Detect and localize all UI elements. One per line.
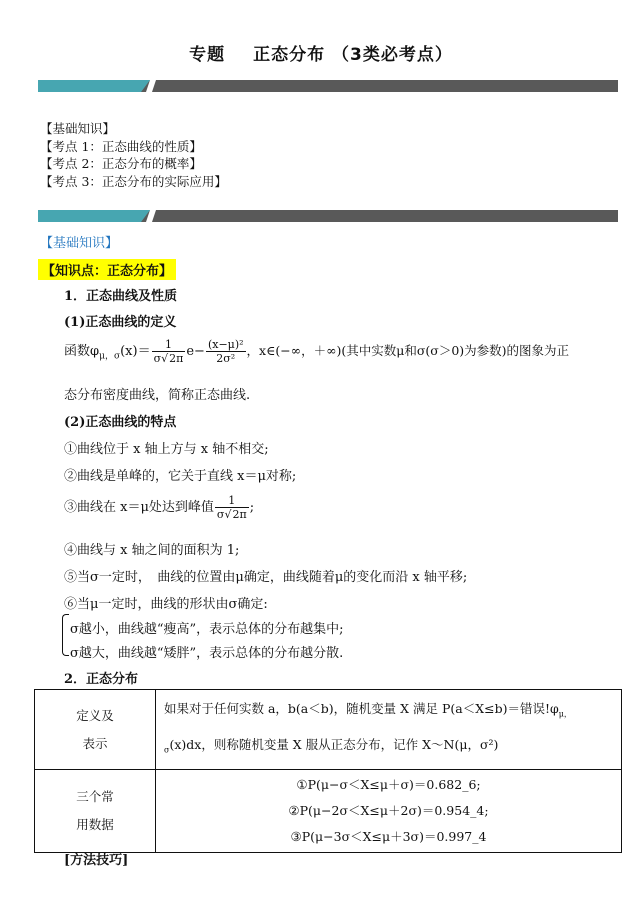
func-coefficient-sqrt: 2π bbox=[169, 352, 184, 365]
peak-value: $\frac{1}{\sigma√2\pi}$ bbox=[216, 494, 247, 521]
func-exponent-den: 2σ² bbox=[216, 352, 236, 365]
feature-3-text: ③曲线在 x＝μ处达到峰值 bbox=[64, 500, 214, 515]
common-data-cell bbox=[156, 770, 622, 853]
title-main: 正态分布 （3类必考点） bbox=[253, 45, 453, 65]
definition-line-1 bbox=[164, 694, 613, 730]
normal-distribution-table bbox=[34, 689, 622, 853]
definition-subscript-a: μ， bbox=[558, 709, 572, 719]
header-band bbox=[38, 80, 618, 92]
definition-label-line-2: 表示 bbox=[82, 735, 108, 751]
definition-text-b: (x)dx，则称随机变量 X 服从正态分布，记作 X～N(μ，σ²) bbox=[169, 736, 499, 752]
table-of-contents bbox=[40, 120, 227, 190]
func-conclusion: 态分布密度曲线，简称正态曲线. bbox=[64, 388, 251, 403]
func-coefficient-num: 1 bbox=[152, 338, 186, 352]
data-label-line-2: 用数据 bbox=[76, 817, 114, 832]
feature-6: ⑥当μ一定时，曲线的形状由σ确定: bbox=[64, 597, 268, 612]
feature-1: ①曲线位于 x 轴上方与 x 轴不相交; bbox=[64, 442, 269, 457]
definition-label-cell bbox=[35, 690, 156, 770]
peak-value-num: 1 bbox=[215, 494, 249, 508]
sigma-large-effect: σ越大，曲线越“矮胖”，表示总体的分布越分散. bbox=[70, 646, 344, 661]
sigma-small-effect: σ越小，曲线越“瘦高”，表示总体的分布越集中; bbox=[70, 622, 344, 637]
table-row bbox=[35, 770, 622, 853]
feature-3 bbox=[64, 494, 254, 521]
func-domain-text: ，x∈(−∞，＋∞)(其中实数μ和σ(σ＞0)为参数)的图象为正 bbox=[246, 343, 570, 358]
common-value-2: ②P(μ−2σ＜X≤μ＋2σ)＝0.954_4; bbox=[288, 803, 489, 818]
func-coefficient: $\frac{1}{\sigma√2\pi}$ bbox=[153, 338, 184, 365]
toc-basics: 【基础知识】 bbox=[40, 121, 116, 136]
toc-point-1: 【考点 1：正态曲线的性质】 bbox=[40, 138, 202, 154]
definition-text-a: 如果对于任何实数 a，b(a＜b)，随机变量 X 满足 P(a＜X≤b)＝错误!φ bbox=[164, 701, 559, 716]
peak-value-sqrt: 2π bbox=[232, 508, 247, 521]
feature-2: ②曲线是单峰的，它关于直线 x＝μ对称; bbox=[64, 469, 297, 484]
knowledge-point-label: 【知识点：正态分布】 bbox=[38, 259, 176, 280]
methods-heading: [方法技巧] bbox=[64, 853, 129, 868]
definition-label-line-1: 定义及 bbox=[76, 707, 114, 723]
definition-content-cell bbox=[156, 690, 622, 770]
section-1-heading: 1．正态曲线及性质 bbox=[64, 289, 178, 304]
data-label-line-1: 三个常 bbox=[76, 789, 114, 804]
common-value-3: ③P(μ−3σ＜X≤μ＋3σ)＝0.997_4 bbox=[290, 829, 487, 844]
func-exponent-num: (x−μ)² bbox=[207, 338, 244, 351]
table-row bbox=[35, 690, 622, 770]
func-exponential: e− bbox=[186, 344, 205, 359]
func-name: 函数φ bbox=[64, 344, 100, 359]
func-exponent bbox=[206, 338, 246, 365]
brace-bracket bbox=[62, 614, 69, 656]
subsection-curve-features: (2)正态曲线的特点 bbox=[64, 415, 177, 430]
title-prefix: 专题 bbox=[189, 45, 226, 65]
page-title bbox=[0, 40, 642, 65]
definition-line-2 bbox=[164, 730, 613, 766]
common-value-1: ①P(μ−σ＜X≤μ＋σ)＝0.682_6; bbox=[296, 777, 481, 792]
definition-subscript-b: σ bbox=[164, 745, 170, 754]
toc-point-2: 【考点 2：正态分布的概率】 bbox=[40, 156, 202, 171]
feature-4: ④曲线与 x 轴之间的面积为 1; bbox=[64, 543, 240, 558]
feature-3-suffix: ; bbox=[249, 500, 255, 515]
func-coefficient-sigma: σ bbox=[153, 352, 162, 365]
density-function-line bbox=[64, 338, 569, 365]
section-band bbox=[38, 210, 618, 222]
toc-point-3: 【考点 3：正态分布的实际应用】 bbox=[40, 173, 227, 189]
peak-value-sigma: σ bbox=[216, 508, 225, 521]
subsection-curve-definition: (1)正态曲线的定义 bbox=[64, 315, 177, 330]
data-label-cell bbox=[35, 770, 156, 853]
section-2-heading: 2．正态分布 bbox=[64, 672, 139, 687]
feature-5: ⑤当σ一定时， 曲线的位置由μ确定，曲线随着μ的变化而沿 x 轴平移; bbox=[64, 570, 468, 585]
basics-heading: 【基础知识】 bbox=[40, 236, 119, 251]
func-eq: (x)＝ bbox=[120, 344, 151, 359]
func-subscript: μ，σ bbox=[99, 351, 121, 362]
